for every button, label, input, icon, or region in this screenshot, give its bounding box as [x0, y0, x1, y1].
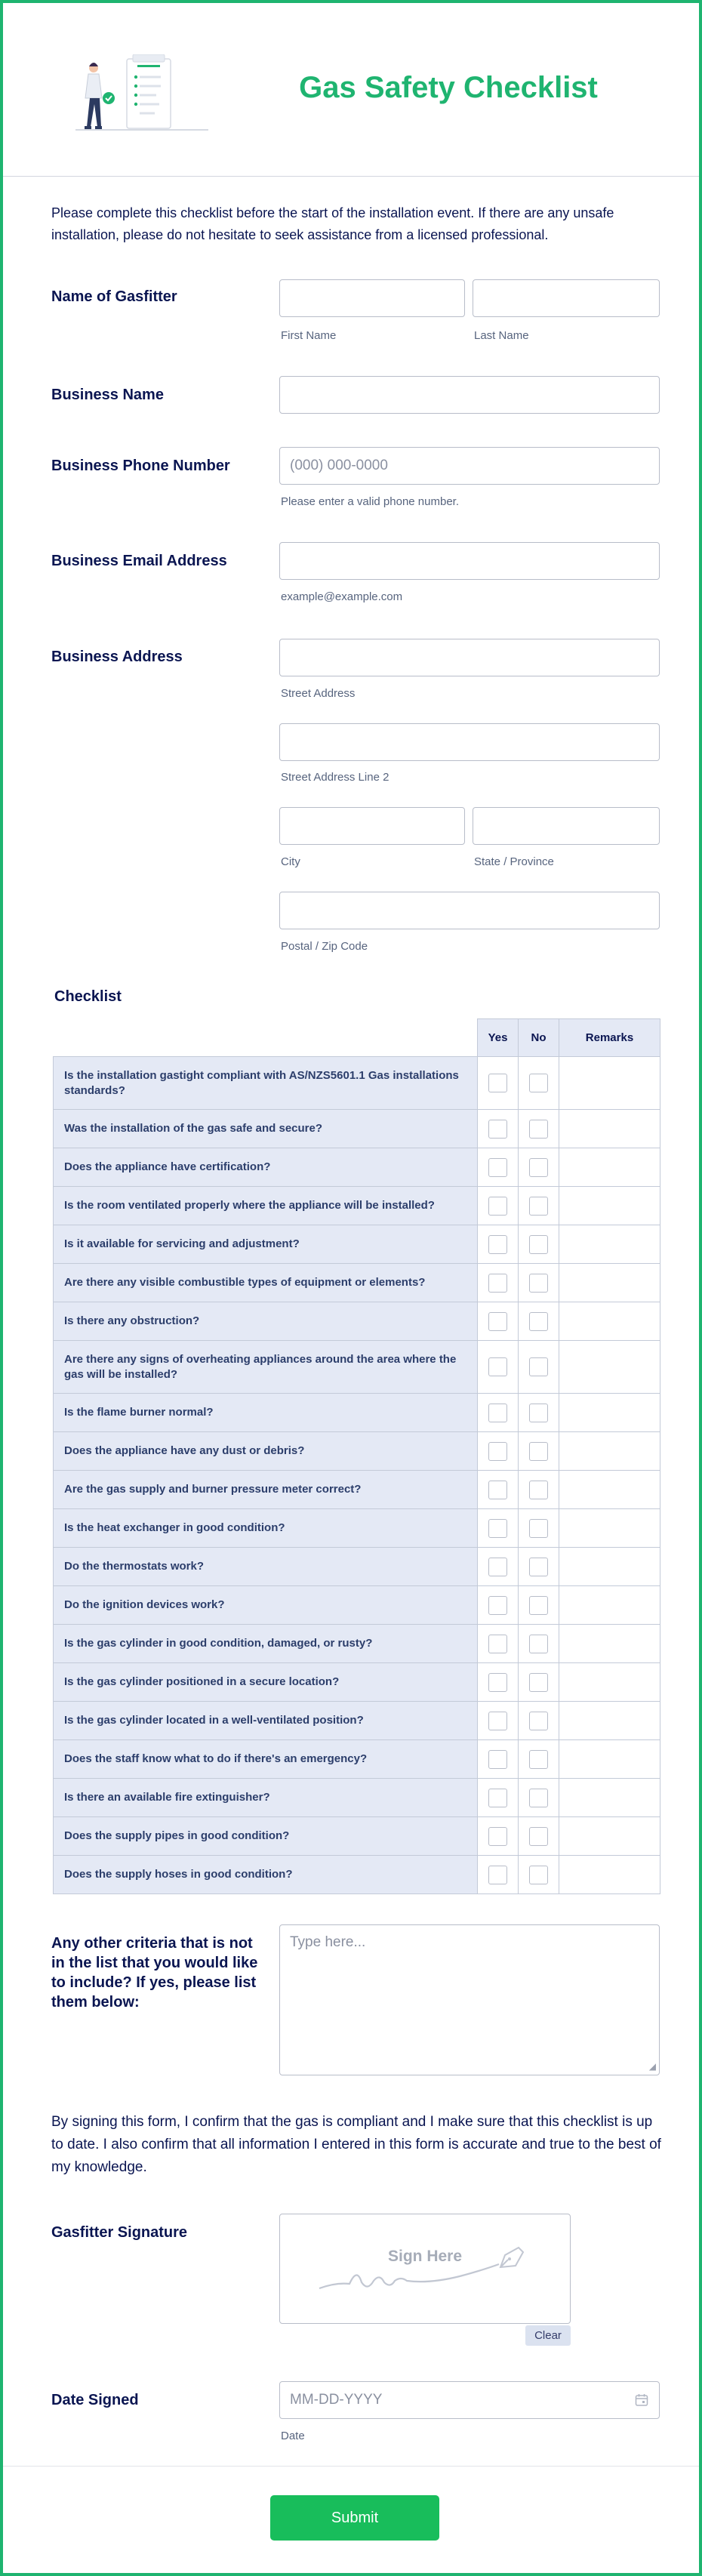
checklist-question: Is the gas cylinder positioned in a secure location? — [54, 1663, 478, 1702]
column-header-remarks: Remarks — [559, 1019, 660, 1057]
checklist-row — [54, 1663, 660, 1702]
checklist-question: Is the installation gastight compliant with AS/NZS5601.1 Gas installations standards? — [54, 1057, 478, 1110]
form-intro: Please complete this checklist before the start of the installation event. If there are any unsafe installation, please do not hesitate to seek assistance from a licensed professional. — [51, 205, 614, 242]
checklist-cell-no — [519, 1057, 559, 1110]
no-checkbox[interactable] — [529, 1712, 548, 1730]
remarks-cell[interactable] — [559, 1302, 660, 1341]
checklist-row — [54, 1110, 660, 1148]
pen-icon — [494, 2243, 528, 2273]
remarks-cell[interactable] — [559, 1264, 660, 1302]
checklist-question: Was the installation of the gas safe and secure? — [54, 1110, 478, 1148]
checklist-row — [54, 1779, 660, 1817]
street-address-sublabel: Street Address — [281, 687, 356, 700]
checklist-row — [54, 1856, 660, 1894]
checklist-row — [54, 1586, 660, 1625]
business-email-input[interactable] — [279, 542, 660, 580]
checklist-question: Are there any visible combustible types of equipment or elements? — [54, 1264, 478, 1302]
checklist-cell-yes — [478, 1341, 519, 1394]
checklist-cell-yes — [478, 1110, 519, 1148]
checklist-question: Is the flame burner normal? — [54, 1394, 478, 1432]
checklist-question: Does the staff know what to do if there's an emergency? — [54, 1740, 478, 1779]
checklist-question: Is the room ventilated properly where the appliance will be installed? — [54, 1187, 478, 1225]
checklist-question: Does the supply hoses in good condition? — [54, 1856, 478, 1894]
yes-checkbox[interactable] — [488, 1750, 507, 1769]
column-header-yes: Yes — [478, 1019, 519, 1057]
city-sublabel: City — [281, 855, 300, 868]
checklist-question: Is it available for servicing and adjustment? — [54, 1225, 478, 1264]
no-checkbox[interactable] — [529, 1197, 548, 1216]
remarks-cell[interactable] — [559, 1779, 660, 1817]
checklist-header-blank — [54, 1019, 478, 1057]
remarks-cell[interactable] — [559, 1856, 660, 1894]
form-footer — [3, 2466, 699, 2576]
no-checkbox[interactable] — [529, 1558, 548, 1576]
yes-checkbox[interactable] — [488, 1197, 507, 1216]
checklist-header-row — [54, 1019, 660, 1057]
checklist-cell-no — [519, 1856, 559, 1894]
checklist-cell-yes — [478, 1548, 519, 1586]
state-sublabel: State / Province — [474, 855, 554, 868]
remarks-cell[interactable] — [559, 1625, 660, 1663]
remarks-cell[interactable] — [559, 1740, 660, 1779]
checklist-cell-no — [519, 1187, 559, 1225]
checklist-cell-yes — [478, 1225, 519, 1264]
clear-signature-button[interactable]: Clear — [525, 2325, 571, 2346]
no-checkbox[interactable] — [529, 1866, 548, 1884]
checklist-question: Is there any obstruction? — [54, 1302, 478, 1341]
checklist-question: Do the thermostats work? — [54, 1548, 478, 1586]
remarks-cell[interactable] — [559, 1394, 660, 1432]
remarks-cell[interactable] — [559, 1509, 660, 1548]
checklist-question: Does the appliance have any dust or debris? — [54, 1432, 478, 1471]
checklist-cell-yes — [478, 1187, 519, 1225]
checklist-row — [54, 1625, 660, 1663]
checklist-cell-no — [519, 1225, 559, 1264]
checklist-question: Are the gas supply and burner pressure meter correct? — [54, 1471, 478, 1509]
date-placeholder: MM-DD-YYYY — [290, 2392, 383, 2408]
no-checkbox[interactable] — [529, 1635, 548, 1653]
yes-checkbox[interactable] — [488, 1404, 507, 1422]
last-name-sublabel: Last Name — [474, 329, 529, 342]
resize-grip-icon[interactable]: ◢ — [648, 2061, 656, 2072]
postal-code-input[interactable] — [279, 892, 660, 929]
other-criteria-label: Any other criteria that is not in the list that you would like to include? If yes, please list them below: — [51, 1935, 258, 2011]
yes-checkbox[interactable] — [488, 1357, 507, 1376]
checklist-cell-yes — [478, 1740, 519, 1779]
remarks-cell[interactable] — [559, 1586, 660, 1625]
checklist-row — [54, 1225, 660, 1264]
checklist-cell-yes — [478, 1057, 519, 1110]
no-checkbox[interactable] — [529, 1519, 548, 1538]
illustration-person-checklist-icon — [75, 54, 211, 137]
checklist-question: Is the gas cylinder in good condition, damaged, or rusty? — [54, 1625, 478, 1663]
checklist-cell-yes — [478, 1302, 519, 1341]
remarks-cell[interactable] — [559, 1663, 660, 1702]
other-criteria-textarea[interactable] — [279, 1924, 660, 2075]
checklist-cell-yes — [478, 1817, 519, 1856]
business-phone-sublabel: Please enter a valid phone number. — [281, 495, 459, 508]
business-name-input[interactable] — [279, 376, 660, 414]
checklist-row — [54, 1740, 660, 1779]
remarks-cell[interactable] — [559, 1817, 660, 1856]
checklist-question: Does the appliance have certification? — [54, 1148, 478, 1187]
date-sublabel: Date — [281, 2430, 305, 2442]
yes-checkbox[interactable] — [488, 1635, 507, 1653]
checklist-cell-no — [519, 1110, 559, 1148]
checklist-cell-no — [519, 1148, 559, 1187]
yes-checkbox[interactable] — [488, 1558, 507, 1576]
business-email-sublabel: example@example.com — [281, 590, 403, 603]
street-address-line2-sublabel: Street Address Line 2 — [281, 771, 389, 784]
yes-checkbox[interactable] — [488, 1789, 507, 1807]
yes-checkbox[interactable] — [488, 1274, 507, 1293]
checklist-cell-yes — [478, 1264, 519, 1302]
checklist-cell-yes — [478, 1148, 519, 1187]
checklist-row — [54, 1432, 660, 1471]
checklist-cell-yes — [478, 1394, 519, 1432]
no-checkbox[interactable] — [529, 1312, 548, 1331]
checklist-row — [54, 1471, 660, 1509]
business-address-label: Business Address — [51, 649, 183, 665]
sign-here-placeholder: Sign Here — [387, 2248, 463, 2265]
first-name-sublabel: First Name — [281, 329, 337, 342]
checklist-cell-no — [519, 1264, 559, 1302]
checklist-row — [54, 1148, 660, 1187]
remarks-cell[interactable] — [559, 1057, 660, 1110]
no-checkbox[interactable] — [529, 1750, 548, 1769]
yes-checkbox[interactable] — [488, 1481, 507, 1499]
street-address-line2-input[interactable] — [279, 723, 660, 761]
yes-checkbox[interactable] — [488, 1442, 507, 1461]
yes-checkbox[interactable] — [488, 1120, 507, 1139]
remarks-cell[interactable] — [559, 1341, 660, 1394]
column-header-no: No — [519, 1019, 559, 1057]
yes-checkbox[interactable] — [488, 1712, 507, 1730]
checklist-cell-no — [519, 1394, 559, 1432]
no-checkbox[interactable] — [529, 1827, 548, 1846]
checklist-title: Checklist — [54, 988, 122, 1005]
checklist-cell-no — [519, 1341, 559, 1394]
checklist-cell-no — [519, 1509, 559, 1548]
checklist-row — [54, 1548, 660, 1586]
remarks-cell[interactable] — [559, 1548, 660, 1586]
checklist-body — [54, 1057, 660, 1894]
no-checkbox[interactable] — [529, 1158, 548, 1177]
consent-text: By signing this form, I confirm that the gas is compliant and I make sure that this checklist is up to date. I also confirm that all information I entered in this form is accurate and true to the best of my knowledge. — [51, 2114, 661, 2175]
yes-checkbox[interactable] — [488, 1596, 507, 1615]
checklist-cell-yes — [478, 1471, 519, 1509]
city-input[interactable] — [279, 807, 465, 845]
checklist-cell-no — [519, 1471, 559, 1509]
checklist-cell-no — [519, 1817, 559, 1856]
checklist-cell-no — [519, 1663, 559, 1702]
remarks-cell[interactable] — [559, 1110, 660, 1148]
checklist-question: Is there an available fire extinguisher? — [54, 1779, 478, 1817]
date-signed-input[interactable] — [279, 2381, 660, 2419]
yes-checkbox[interactable] — [488, 1866, 507, 1884]
no-checkbox[interactable] — [529, 1596, 548, 1615]
yes-checkbox[interactable] — [488, 1158, 507, 1177]
checklist-cell-no — [519, 1302, 559, 1341]
state-input[interactable] — [473, 807, 660, 845]
remarks-cell[interactable] — [559, 1225, 660, 1264]
checklist-cell-yes — [478, 1586, 519, 1625]
checklist-table — [53, 1018, 660, 1894]
remarks-cell[interactable] — [559, 1148, 660, 1187]
business-phone-label: Business Phone Number — [51, 458, 230, 474]
no-checkbox[interactable] — [529, 1673, 548, 1692]
street-address-input[interactable] — [279, 639, 660, 676]
checklist-row — [54, 1264, 660, 1302]
date-signed-label: Date Signed — [51, 2392, 139, 2408]
checklist-question: Are there any signs of overheating appliances around the area where the gas will be installed? — [54, 1341, 478, 1394]
no-checkbox[interactable] — [529, 1481, 548, 1499]
remarks-cell[interactable] — [559, 1702, 660, 1740]
yes-checkbox[interactable] — [488, 1673, 507, 1692]
yes-checkbox[interactable] — [488, 1827, 507, 1846]
checklist-cell-yes — [478, 1856, 519, 1894]
checklist-cell-no — [519, 1432, 559, 1471]
checklist-cell-no — [519, 1625, 559, 1663]
no-checkbox[interactable] — [529, 1789, 548, 1807]
business-email-label: Business Email Address — [51, 553, 227, 569]
yes-checkbox[interactable] — [488, 1235, 507, 1254]
checklist-question: Is the gas cylinder located in a well-ventilated position? — [54, 1702, 478, 1740]
checklist-row — [54, 1341, 660, 1394]
no-checkbox[interactable] — [529, 1274, 548, 1293]
business-phone-input[interactable]: (000) 000-0000 — [279, 447, 660, 485]
business-name-label: Business Name — [51, 387, 164, 403]
yes-checkbox[interactable] — [488, 1074, 507, 1092]
signature-pad[interactable] — [279, 2214, 571, 2324]
no-checkbox[interactable] — [529, 1074, 548, 1092]
last-name-input[interactable] — [473, 279, 660, 317]
checklist-row — [54, 1509, 660, 1548]
checklist-row — [54, 1057, 660, 1110]
other-criteria-placeholder: Type here... — [290, 1934, 366, 1950]
checklist-row — [54, 1702, 660, 1740]
checklist-row — [54, 1817, 660, 1856]
first-name-input[interactable] — [279, 279, 465, 317]
checklist-cell-yes — [478, 1702, 519, 1740]
postal-code-sublabel: Postal / Zip Code — [281, 940, 368, 953]
checklist-question: Does the supply pipes in good condition? — [54, 1817, 478, 1856]
checklist-cell-yes — [478, 1509, 519, 1548]
no-checkbox[interactable] — [529, 1404, 548, 1422]
submit-button[interactable]: Submit — [270, 2495, 439, 2541]
checklist-cell-no — [519, 1702, 559, 1740]
form-title: Gas Safety Checklist — [299, 71, 598, 104]
no-checkbox[interactable] — [529, 1235, 548, 1254]
checklist-question: Is the heat exchanger in good condition? — [54, 1509, 478, 1548]
calendar-icon[interactable] — [635, 2393, 648, 2407]
form-header — [3, 3, 699, 177]
remarks-cell[interactable] — [559, 1432, 660, 1471]
no-checkbox[interactable] — [529, 1442, 548, 1461]
checklist-question: Do the ignition devices work? — [54, 1586, 478, 1625]
checklist-cell-no — [519, 1740, 559, 1779]
checklist-cell-yes — [478, 1432, 519, 1471]
checklist-cell-yes — [478, 1663, 519, 1702]
yes-checkbox[interactable] — [488, 1519, 507, 1538]
checklist-cell-no — [519, 1779, 559, 1817]
gasfitter-name-label: Name of Gasfitter — [51, 288, 177, 305]
no-checkbox[interactable] — [529, 1120, 548, 1139]
checklist-cell-no — [519, 1586, 559, 1625]
checklist-row — [54, 1302, 660, 1341]
checklist-row — [54, 1187, 660, 1225]
checklist-cell-yes — [478, 1625, 519, 1663]
checklist-cell-no — [519, 1548, 559, 1586]
checklist-row — [54, 1394, 660, 1432]
checklist-cell-yes — [478, 1779, 519, 1817]
yes-checkbox[interactable] — [488, 1312, 507, 1331]
no-checkbox[interactable] — [529, 1357, 548, 1376]
remarks-cell[interactable] — [559, 1187, 660, 1225]
signature-label: Gasfitter Signature — [51, 2224, 188, 2241]
remarks-cell[interactable] — [559, 1471, 660, 1509]
